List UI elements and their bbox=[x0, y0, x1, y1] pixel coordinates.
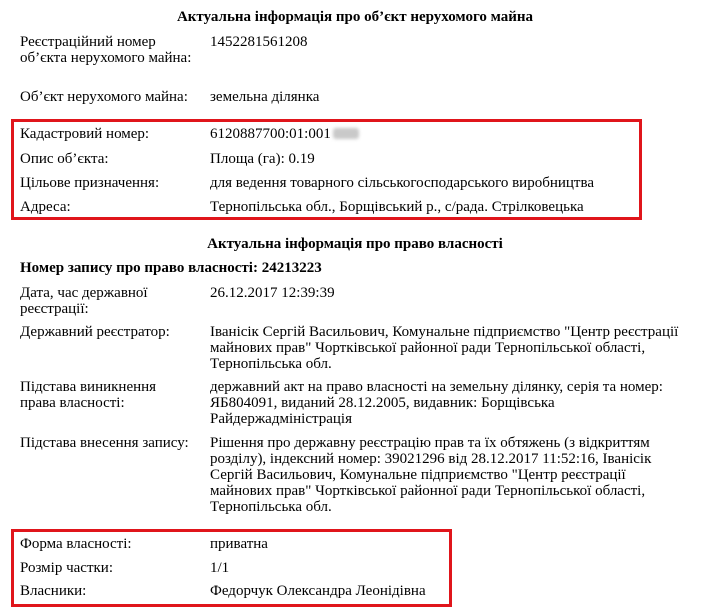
label-share-size: Розмір частки: bbox=[20, 560, 113, 576]
label-address: Адреса: bbox=[20, 199, 71, 215]
value-owners: Федорчук Олександра Леонідівна bbox=[210, 583, 426, 599]
row-entry-basis bbox=[20, 435, 700, 515]
value-address: Тернопільська обл., Борщівський р., с/рада. Стрілковецька bbox=[210, 199, 584, 215]
row-object-type bbox=[20, 89, 700, 121]
value-entry-basis: Рішення про державну реєстрацію прав та їх обтяжень (з відкриттям розділу), індексний номер: 39021296 від 28.12.2017 11:52:16, Іванісік Сергій Васильович, Комунальне підприємство "Центр реєстрації майнових прав" Чортківської районної ради Тернопільської області, Тернопільська обл. bbox=[210, 435, 652, 515]
object-section-title: Актуальна інформація про об’єкт нерухомого майна bbox=[176, 9, 534, 25]
label-registration-date: Дата, час державної реєстрації: bbox=[20, 285, 148, 317]
label-entry-basis: Підстава внесення запису: bbox=[20, 435, 189, 451]
value-registration-number: 1452281561208 bbox=[210, 34, 308, 50]
row-registration-date bbox=[20, 285, 700, 317]
label-cadastral-number: Кадастровий номер: bbox=[20, 126, 150, 142]
value-registration-date: 26.12.2017 12:39:39 bbox=[210, 285, 335, 301]
value-object-description: Площа (га): 0.19 bbox=[210, 151, 315, 167]
highlight-box-object bbox=[11, 119, 642, 220]
label-purpose: Цільове призначення: bbox=[20, 175, 160, 191]
highlight-box-ownership bbox=[11, 529, 452, 607]
row-registrar bbox=[20, 324, 700, 372]
row-registration-number bbox=[20, 34, 700, 82]
value-share-size: 1/1 bbox=[210, 560, 230, 576]
label-registrar: Державний реєстратор: bbox=[20, 324, 170, 340]
value-object-type: земельна ділянка bbox=[210, 89, 320, 105]
value-ownership-form: приватна bbox=[210, 536, 268, 552]
label-owners: Власники: bbox=[20, 583, 87, 599]
label-registration-number: Реєстраційний номер об’єкта нерухомого майна: bbox=[20, 34, 192, 66]
ownership-section-title: Актуальна інформація про право власності bbox=[207, 236, 503, 252]
value-ownership-basis: державний акт на право власності на земельну ділянку, серія та номер: ЯБ804091, виданий 28.12.2005, видавник: Борщівська Райдержадміністрація bbox=[210, 379, 663, 427]
row-ownership-basis bbox=[20, 379, 700, 427]
cadastral-number-text: 6120887700:01:001 bbox=[210, 126, 331, 142]
label-object-type: Об’єкт нерухомого майна: bbox=[20, 89, 188, 105]
label-ownership-form: Форма власності: bbox=[20, 536, 132, 552]
label-object-description: Опис об’єкта: bbox=[20, 151, 109, 167]
label-ownership-basis: Підстава виникнення права власності: bbox=[20, 379, 157, 411]
ownership-record-number: Номер запису про право власності: 24213223 bbox=[20, 260, 322, 276]
value-registrar: Іванісік Сергій Васильович, Комунальне підприємство "Центр реєстрації майнових прав" Чортківської районної ради Тернопільської області, Тернопільська обл. bbox=[210, 324, 679, 372]
value-purpose: для ведення товарного сільськогосподарського виробництва bbox=[210, 175, 595, 191]
